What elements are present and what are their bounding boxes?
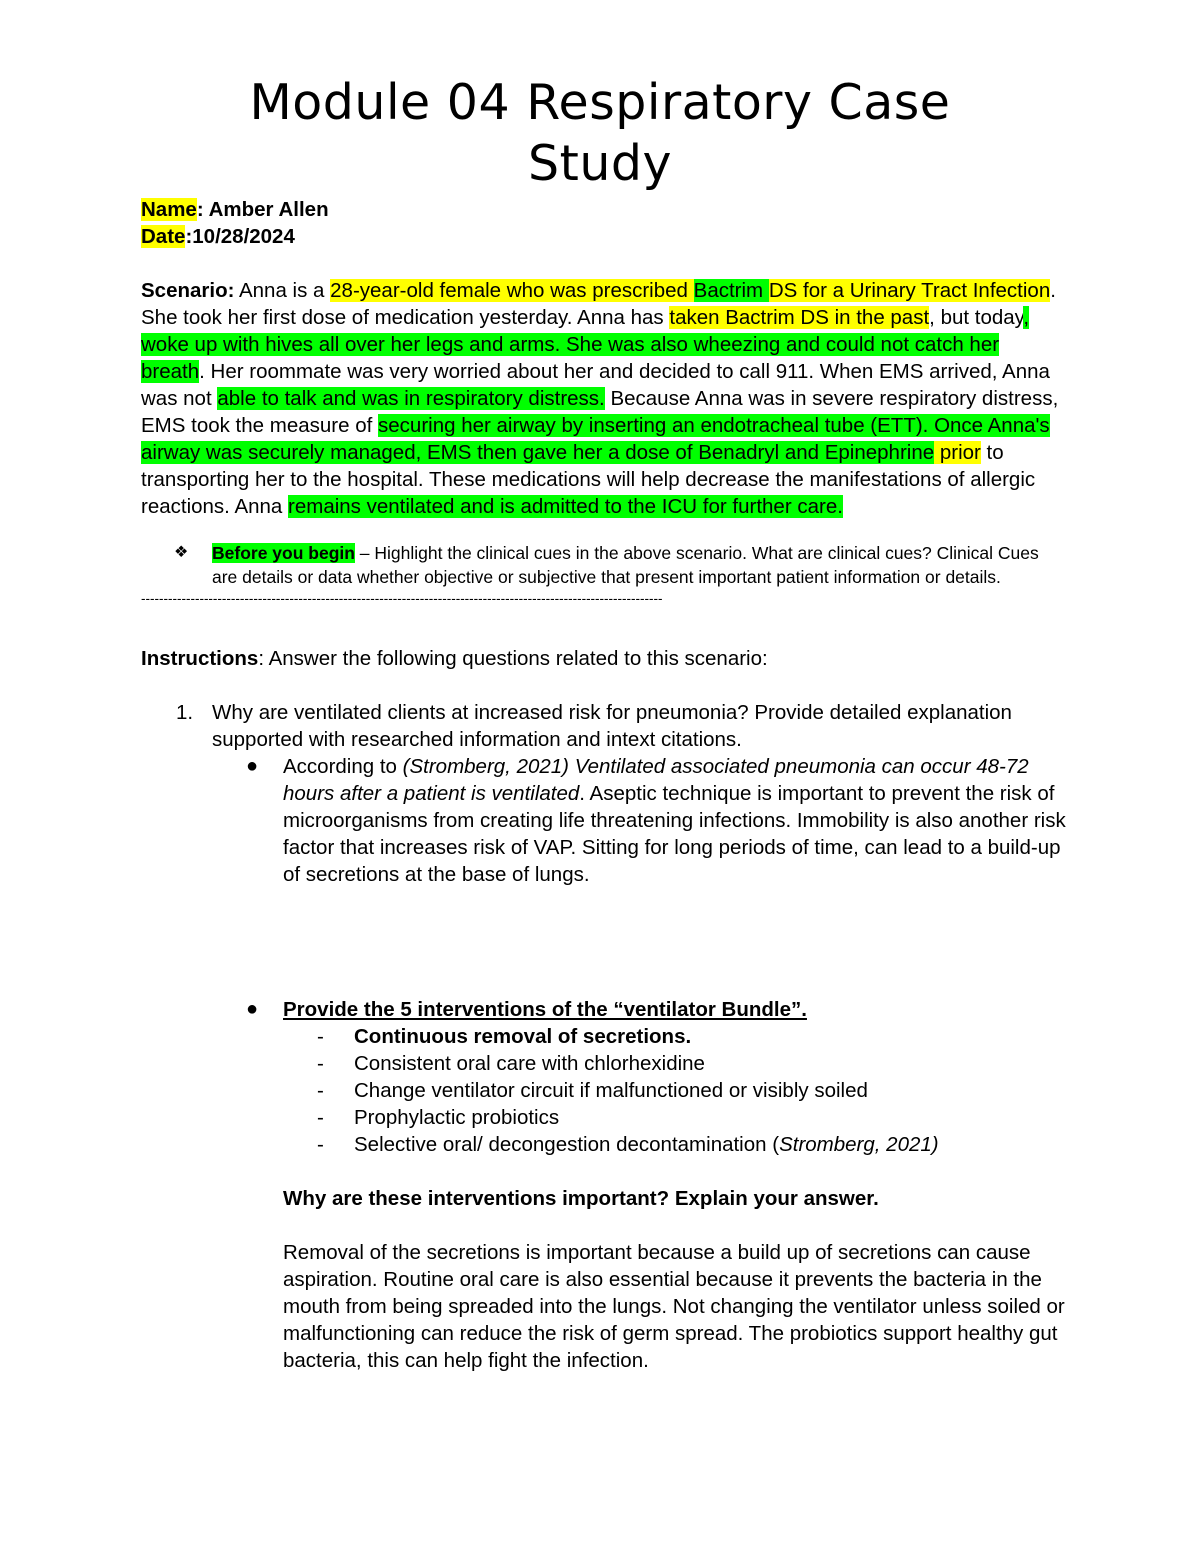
highlight-green: able to talk and was in respiratory distress. — [217, 387, 605, 410]
bundle-bullet — [212, 996, 1066, 1158]
name-label: Name — [141, 198, 197, 221]
scenario-text: , but today — [929, 306, 1024, 329]
divider-line: -------------------------------------------------------------------------------------------------------------------- — [141, 591, 663, 606]
scenario-text: . Her roommate was very worried about her and decided to call 911. When EMS arrived, Anna was not — [141, 360, 1050, 410]
name-line — [141, 196, 1066, 223]
bundle-item-text: Prophylactic probiotics — [354, 1106, 560, 1129]
highlight-green: , woke up with hives all over her legs and arms. She was also wheezing and could not catch her breath — [141, 306, 1030, 383]
question-text: Why are ventilated clients at increased risk for pneumonia? Provide detailed explanation supported with researched information and intext citations. — [212, 701, 1012, 751]
dash-bullet-icon: - — [317, 1106, 324, 1129]
bundle-item-text: Selective oral/ decongestion decontamination ( — [354, 1133, 780, 1156]
question-number: 1. — [176, 701, 194, 724]
scenario-text: . She took her first dose of medication yesterday. Anna has — [141, 279, 1056, 329]
highlight-green: securing her airway by inserting an endotracheal tube (ETT). Once Anna's airway was securely managed, EMS then gave her a dose of Benadryl and Epinephrine — [141, 414, 1050, 464]
before-label: Before you begin — [212, 543, 355, 563]
bundle-item-text: Change ventilator circuit if malfunctioned or visibly soiled — [354, 1079, 868, 1102]
date-line — [141, 223, 1066, 250]
highlight-yellow: taken Bactrim DS in the past — [669, 306, 930, 329]
answer-text: . Aseptic technique is important to prevent the risk of microorganisms from creating life threatening infections. Immobility is also another risk factor that increases risk of VAP. Sitting for long periods of time, can lead to a build-up of secretions at the base of lungs. — [283, 782, 1066, 886]
title-line-1: Module 04 Respiratory Case — [249, 74, 951, 131]
why-heading: Why are these interventions important? Explain your answer. — [283, 1187, 879, 1210]
bullet-dot-icon: ● — [246, 755, 259, 777]
dash-bullet-icon: - — [317, 1052, 324, 1075]
dash-bullet-icon: - — [317, 1133, 324, 1156]
date-label: Date — [141, 225, 186, 248]
scenario-text: Because Anna was in severe respiratory distress, EMS took the measure of — [141, 387, 1059, 437]
bundle-item — [283, 1023, 1066, 1050]
instructions-line — [141, 645, 1066, 672]
name-value: : Amber Allen — [196, 198, 329, 221]
question-1 — [141, 699, 1066, 753]
bundle-item — [283, 1131, 1066, 1158]
bundle-citation: Stromberg, 2021) — [779, 1133, 939, 1156]
dash-bullet-icon: - — [317, 1079, 324, 1102]
answer-prefix: According to — [283, 755, 403, 778]
document-title — [0, 72, 1200, 194]
before-text: – Highlight the clinical cues in the above scenario. What are clinical cues? Clinical Cues are details or data whether objective or subjective that present important patient information or details. — [212, 543, 1039, 587]
date-value: :10/28/2024 — [185, 225, 295, 248]
bullet-dot-icon: ● — [246, 998, 259, 1020]
bundle-heading: Provide the 5 interventions of the “ventilator Bundle”. — [283, 998, 807, 1021]
scenario-text: to transporting her to the hospital. These medications will help decrease the manifestations of allergic reactions. Anna — [141, 441, 1036, 518]
answer-citation: (Stromberg, 2021) Ventilated associated pneumonia can occur 48-72 hours after a patient is ventilated — [283, 755, 1029, 805]
scenario-text: Anna is a — [234, 279, 331, 302]
bundle-item-text: Consistent oral care with chlorhexidine — [354, 1052, 705, 1075]
bundle-item — [283, 1104, 1066, 1131]
bundle-item-text: Continuous removal of secretions. — [354, 1025, 692, 1048]
instructions-label: Instructions — [141, 647, 259, 670]
bundle-item — [283, 1077, 1066, 1104]
answer-1-bullet — [212, 753, 1066, 888]
highlight-yellow: prior — [934, 441, 981, 464]
scenario-paragraph — [141, 277, 1066, 520]
scenario-label: Scenario: — [141, 279, 235, 302]
highlight-yellow: DS for a Urinary Tract Infection — [768, 279, 1051, 302]
highlight-green: remains ventilated and is admitted to the ICU for further care. — [288, 495, 843, 518]
highlight-green: Bactrim — [693, 279, 769, 302]
diamond-bullet-icon: ❖ — [174, 544, 189, 561]
title-line-2: Study — [528, 135, 672, 192]
document-body — [141, 196, 1066, 1374]
instructions-text: : Answer the following questions related to this scenario: — [258, 647, 768, 670]
before-you-begin — [141, 541, 1066, 589]
dash-bullet-icon: - — [317, 1025, 324, 1048]
highlight-yellow: 28-year-old female who was prescribed — [330, 279, 694, 302]
explanation-paragraph: Removal of the secretions is important because a build up of secretions can cause aspiration. Routine oral care is also essential because it prevents the bacteria in the mouth from being spreaded into the lungs. Not changing the ventilator unless soiled or malfunctioning can reduce the risk of germ spread. The probiotics support healthy gut bacteria, this can help fight the infection. — [283, 1241, 1065, 1372]
bundle-item — [283, 1050, 1066, 1077]
